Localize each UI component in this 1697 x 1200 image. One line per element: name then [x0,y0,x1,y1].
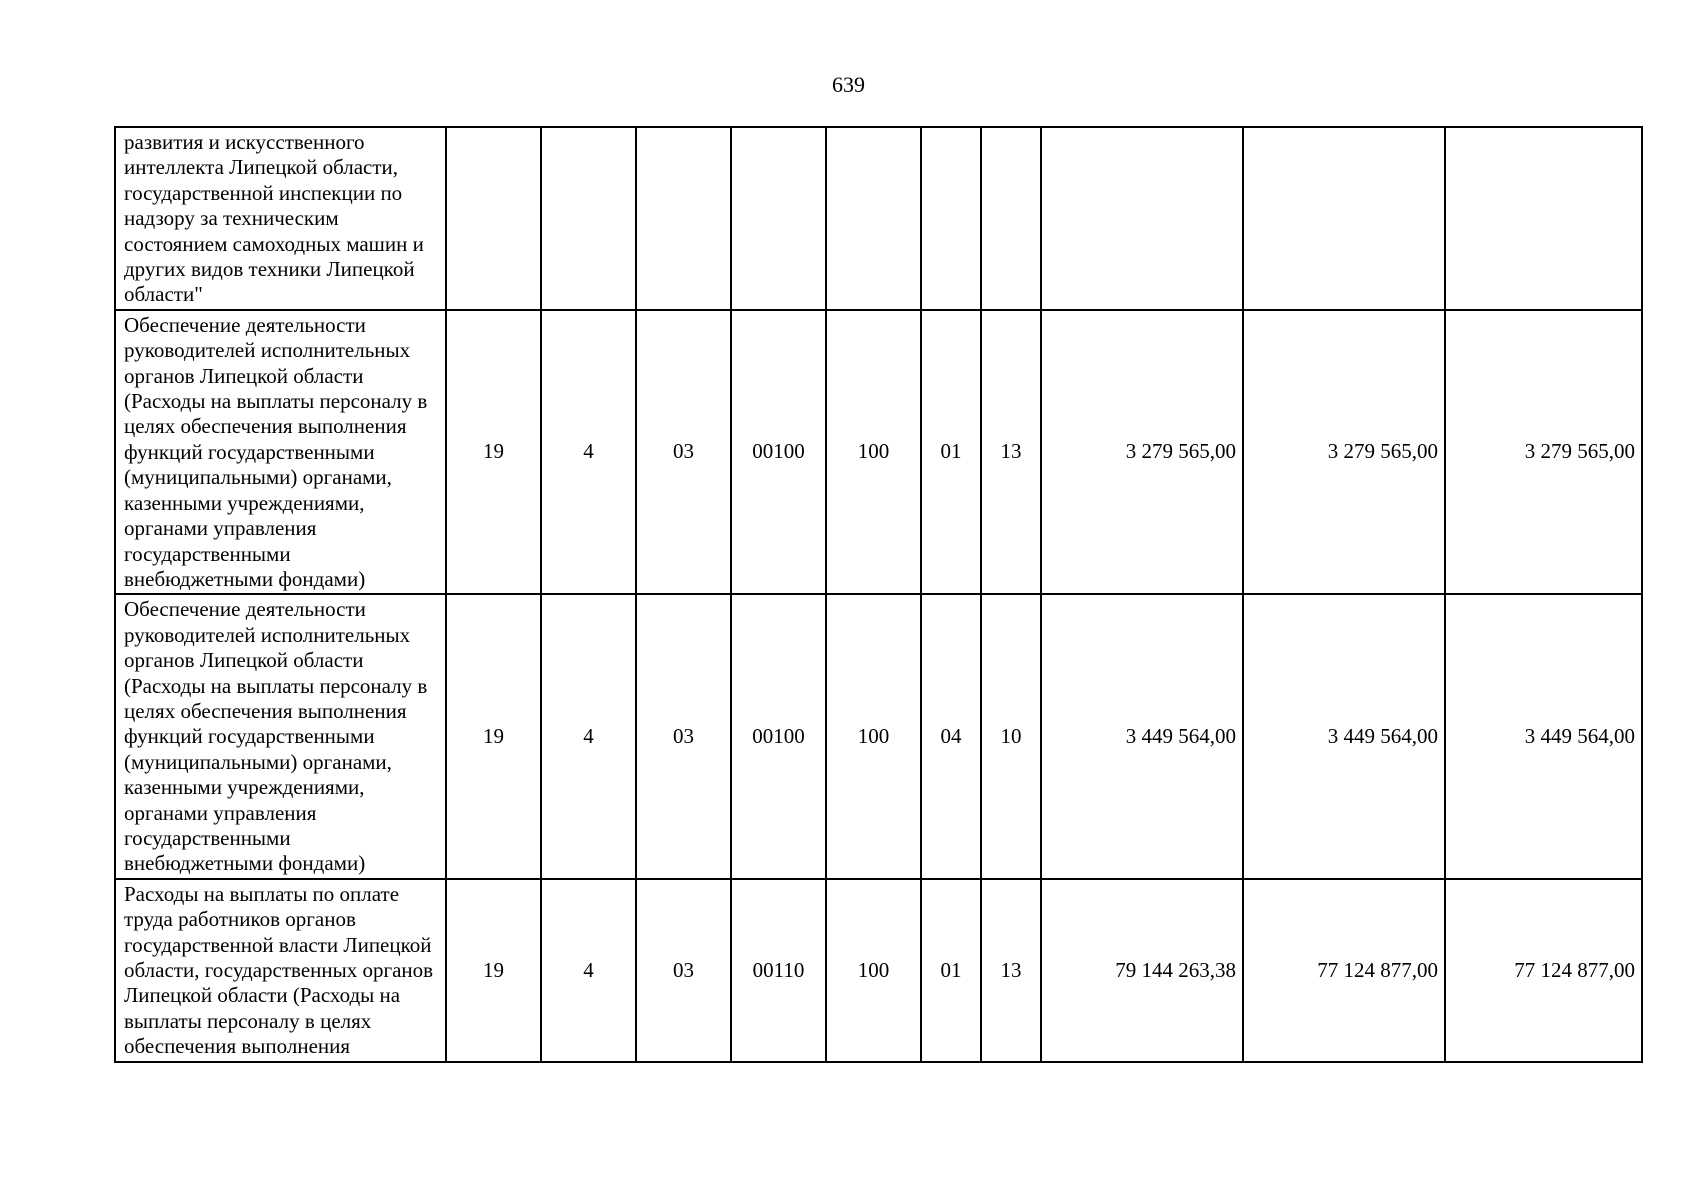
code-cell [826,127,921,310]
code-cell: 100 [826,879,921,1062]
code-cell: 19 [446,879,541,1062]
code-cell: 4 [541,879,636,1062]
code-cell: 19 [446,310,541,594]
code-cell: 100 [826,310,921,594]
amount-cell: 77 124 877,00 [1445,879,1642,1062]
code-cell [636,127,731,310]
code-cell [731,127,826,310]
amount-cell: 3 449 564,00 [1041,594,1243,878]
code-cell: 00110 [731,879,826,1062]
code-cell: 13 [981,879,1041,1062]
code-cell: 10 [981,594,1041,878]
amount-cell: 3 449 564,00 [1243,594,1445,878]
code-cell: 01 [921,310,981,594]
row-description: Обеспечение деятельности руководителей исполнительных органов Липецкой области (Расходы на выплаты персоналу в целях обеспечения выполнения функций государственными (муниципальными) органами, казенными учреждениями, органами управления государственными внебюджетными фондами) [115,310,446,594]
amount-cell [1243,127,1445,310]
code-cell: 03 [636,879,731,1062]
row-description: Расходы на выплаты по оплате труда работников органов государственной власти Липецкой области, государственных органов Липецкой области (Расходы на выплаты персоналу в целях обеспечения выполнения [115,879,446,1062]
row-description: Обеспечение деятельности руководителей исполнительных органов Липецкой области (Расходы на выплаты персоналу в целях обеспечения выполнения функций государственными (муниципальными) органами, казенными учреждениями, органами управления государственными внебюджетными фондами) [115,594,446,878]
code-cell: 03 [636,594,731,878]
table-row [115,594,1642,878]
code-cell [446,127,541,310]
code-cell: 00100 [731,594,826,878]
amount-cell [1041,127,1243,310]
amount-cell: 3 449 564,00 [1445,594,1642,878]
row-description: развития и искусственного интеллекта Липецкой области, государственной инспекции по надзору за техническим состоянием самоходных машин и других видов техники Липецкой области" [115,127,446,310]
code-cell: 01 [921,879,981,1062]
amount-cell: 79 144 263,38 [1041,879,1243,1062]
code-cell: 4 [541,310,636,594]
table-row [115,127,1642,310]
code-cell: 13 [981,310,1041,594]
amount-cell [1445,127,1642,310]
amount-cell: 77 124 877,00 [1243,879,1445,1062]
amount-cell: 3 279 565,00 [1041,310,1243,594]
code-cell: 100 [826,594,921,878]
code-cell [981,127,1041,310]
amount-cell: 3 279 565,00 [1445,310,1642,594]
code-cell: 00100 [731,310,826,594]
amount-cell: 3 279 565,00 [1243,310,1445,594]
code-cell: 4 [541,594,636,878]
table-row [115,310,1642,594]
table-row [115,879,1642,1062]
budget-table [114,126,1643,1063]
code-cell: 03 [636,310,731,594]
page-number: 639 [832,72,865,97]
code-cell: 19 [446,594,541,878]
code-cell [541,127,636,310]
code-cell: 04 [921,594,981,878]
code-cell [921,127,981,310]
